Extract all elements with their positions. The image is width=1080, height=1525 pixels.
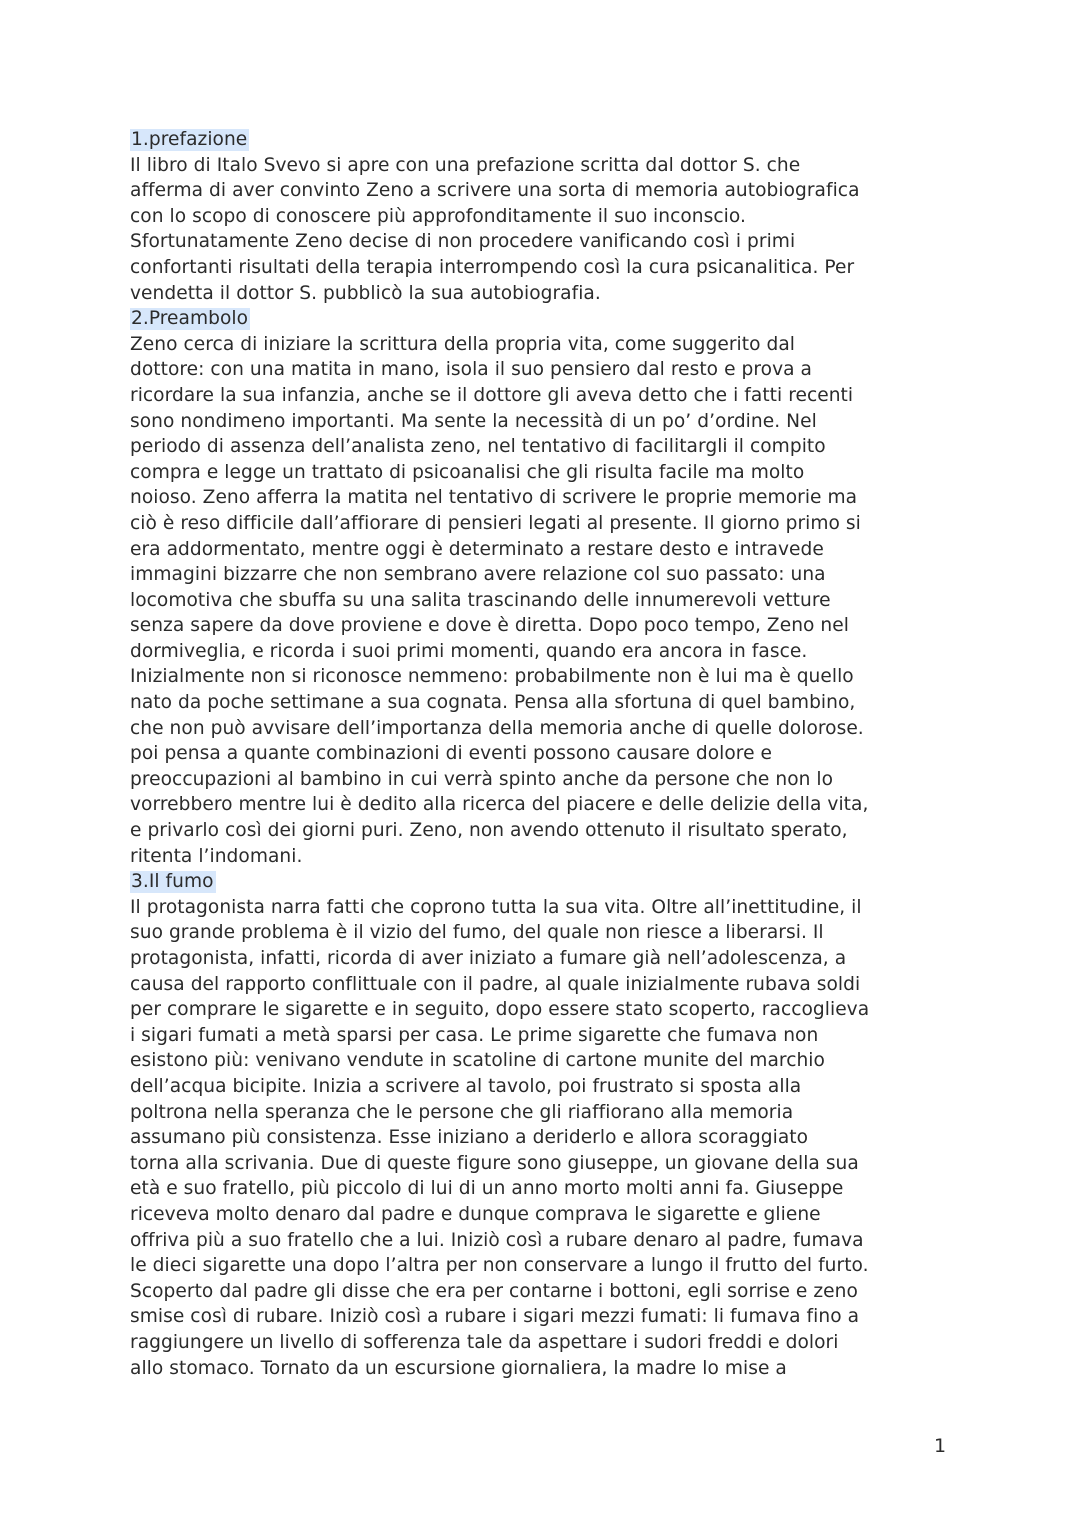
text-line: causa del rapporto conflittuale con il padre, al quale inizialmente rubava soldi — [130, 973, 861, 995]
text-line: afferma di aver convinto Zeno a scrivere una sorta di memoria autobiografica — [130, 180, 860, 202]
text-line: confortanti risultati della terapia interrompendo così la cura psicanalitica. Per — [130, 256, 855, 278]
section-heading — [130, 869, 960, 895]
text-line: i sigari fumati a metà sparsi per casa. Le prime sigarette che fumava non — [130, 1024, 819, 1046]
text-line: nato da poche settimane a sua cognata. Pensa alla sfortuna di quel bambino, — [130, 692, 856, 714]
text-line: ricordare la sua infanzia, anche se il dottore gli aveva detto che i fatti recenti — [130, 384, 854, 406]
text-line: riceveva molto denaro dal padre e dunque comprava le sigarette e gliene — [130, 1203, 821, 1225]
text-line: Il libro di Italo Svevo si apre con una prefazione scritta dal dottor S. che — [130, 154, 801, 176]
text-line: con lo scopo di conoscere più approfonditamente il suo inconscio. — [130, 205, 746, 227]
page-number: 1 — [934, 1435, 947, 1457]
section-heading — [130, 306, 960, 332]
text-line: ciò è reso difficile dall’affiorare di pensieri legati al presente. Il giorno primo si — [130, 512, 861, 534]
text-line: età e suo fratello, più piccolo di lui di un anno morto molti anni fa. Giuseppe — [130, 1178, 844, 1200]
text-line: Il protagonista narra fatti che coprono tutta la sua vita. Oltre all’inettitudine, il — [130, 896, 862, 918]
document-body — [130, 127, 960, 1381]
text-line: dell’acqua bicipite. Inizia a scrivere al tavolo, poi frustrato si sposta alla — [130, 1075, 802, 1097]
text-line: le dieci sigarette una dopo l’altra per non conservare a lungo il frutto del furto. — [130, 1255, 869, 1277]
text-line: esistono più: venivano vendute in scatoline di cartone munite del marchio — [130, 1050, 825, 1072]
section-heading — [130, 127, 960, 153]
heading-preambolo: 2.Preambolo — [131, 308, 249, 330]
text-line: vendetta il dottor S. pubblicò la sua autobiografia. — [130, 282, 601, 304]
text-line: dottore: con una matita in mano, isola il suo pensiero dal resto e prova a — [130, 359, 812, 381]
text-line: per comprare le sigarette e in seguito, dopo essere stato scoperto, raccoglieva — [130, 999, 870, 1021]
text-line: Zeno cerca di iniziare la scrittura della propria vita, come suggerito dal — [130, 333, 795, 355]
text-line: poltrona nella speranza che le persone che gli riaffiorano alla memoria — [130, 1101, 794, 1123]
heading-prefazione: 1.prefazione — [131, 129, 248, 150]
text-line: senza sapere da dove proviene e dove è diretta. Dopo poco tempo, Zeno nel — [130, 615, 849, 637]
text-line: immagini bizzarre che non sembrano avere relazione col suo passato: una — [130, 564, 826, 586]
text-line: suo grande problema è il vizio del fumo, del quale non riesce a liberarsi. Il — [130, 922, 824, 944]
text-line: torna alla scrivania. Due di queste figure sono giuseppe, un giovane della sua — [130, 1152, 859, 1174]
text-line: che non può avvisare dell’importanza della memoria anche di quelle dolorose. — [130, 717, 864, 739]
text-line: sono nondimeno importanti. Ma sente la necessità di un po’ d’ordine. Nel — [130, 410, 817, 432]
heading-il-fumo: 3.Il fumo — [131, 871, 214, 893]
text-line: protagonista, infatti, ricorda di aver iniziato a fumare già nell’adolescenza, a — [130, 948, 847, 969]
text-line: compra e legge un trattato di psicoanalisi che gli risulta facile ma molto — [130, 461, 805, 483]
text-line: preoccupazioni al bambino in cui verrà spinto anche da persone che non lo — [130, 768, 834, 790]
section-il-fumo — [130, 869, 960, 1381]
text-line: era addormentato, mentre oggi è determinato a restare desto e intravede — [130, 538, 824, 560]
text-line: dormiveglia, e ricorda i suoi primi momenti, quando era ancora in fasce. — [130, 640, 808, 662]
text-line: vorrebbero mentre lui è dedito alla ricerca del piacere e delle delizie della vita, — [130, 794, 869, 816]
text-line: e privarlo così dei giorni puri. Zeno, non avendo ottenuto il risultato sperato, — [130, 820, 848, 842]
text-line: raggiungere un livello di sofferenza tale da aspettare i sudori freddi e dolori — [130, 1331, 839, 1353]
text-line: noioso. Zeno afferra la matita nel tentativo di scrivere le proprie memorie ma — [130, 487, 858, 509]
text-line: periodo di assenza dell’analista zeno, nel tentativo di facilitargli il compito — [130, 436, 826, 458]
text-line: Sfortunatamente Zeno decise di non procedere vanificando così i primi — [130, 231, 796, 253]
text-line: assumano più consistenza. Esse iniziano a deriderlo e allora scoraggiato — [130, 1127, 809, 1149]
text-line: ritenta l’indomani. — [130, 845, 303, 867]
text-line: offriva più a suo fratello che a lui. Iniziò così a rubare denaro al padre, fumava — [130, 1229, 864, 1251]
text-line: smise così di rubare. Iniziò così a rubare i sigari mezzi fumati: li fumava fino a — [130, 1306, 860, 1328]
text-line: poi pensa a quante combinazioni di eventi possono causare dolore e — [130, 743, 773, 765]
text-line: allo stomaco. Tornato da un escursione giornaliera, la madre lo mise a — [130, 1357, 787, 1379]
text-line: locomotiva che sbuffa su una salita trascinando delle innumerevoli vetture — [130, 589, 831, 611]
section-preambolo — [130, 306, 960, 869]
text-line: Inizialmente non si riconosce nemmeno: probabilmente non è lui ma è quello — [130, 666, 854, 688]
section-prefazione — [130, 127, 960, 306]
text-line: Scoperto dal padre gli disse che era per contarne i bottoni, egli sorrise e zeno — [130, 1280, 858, 1302]
